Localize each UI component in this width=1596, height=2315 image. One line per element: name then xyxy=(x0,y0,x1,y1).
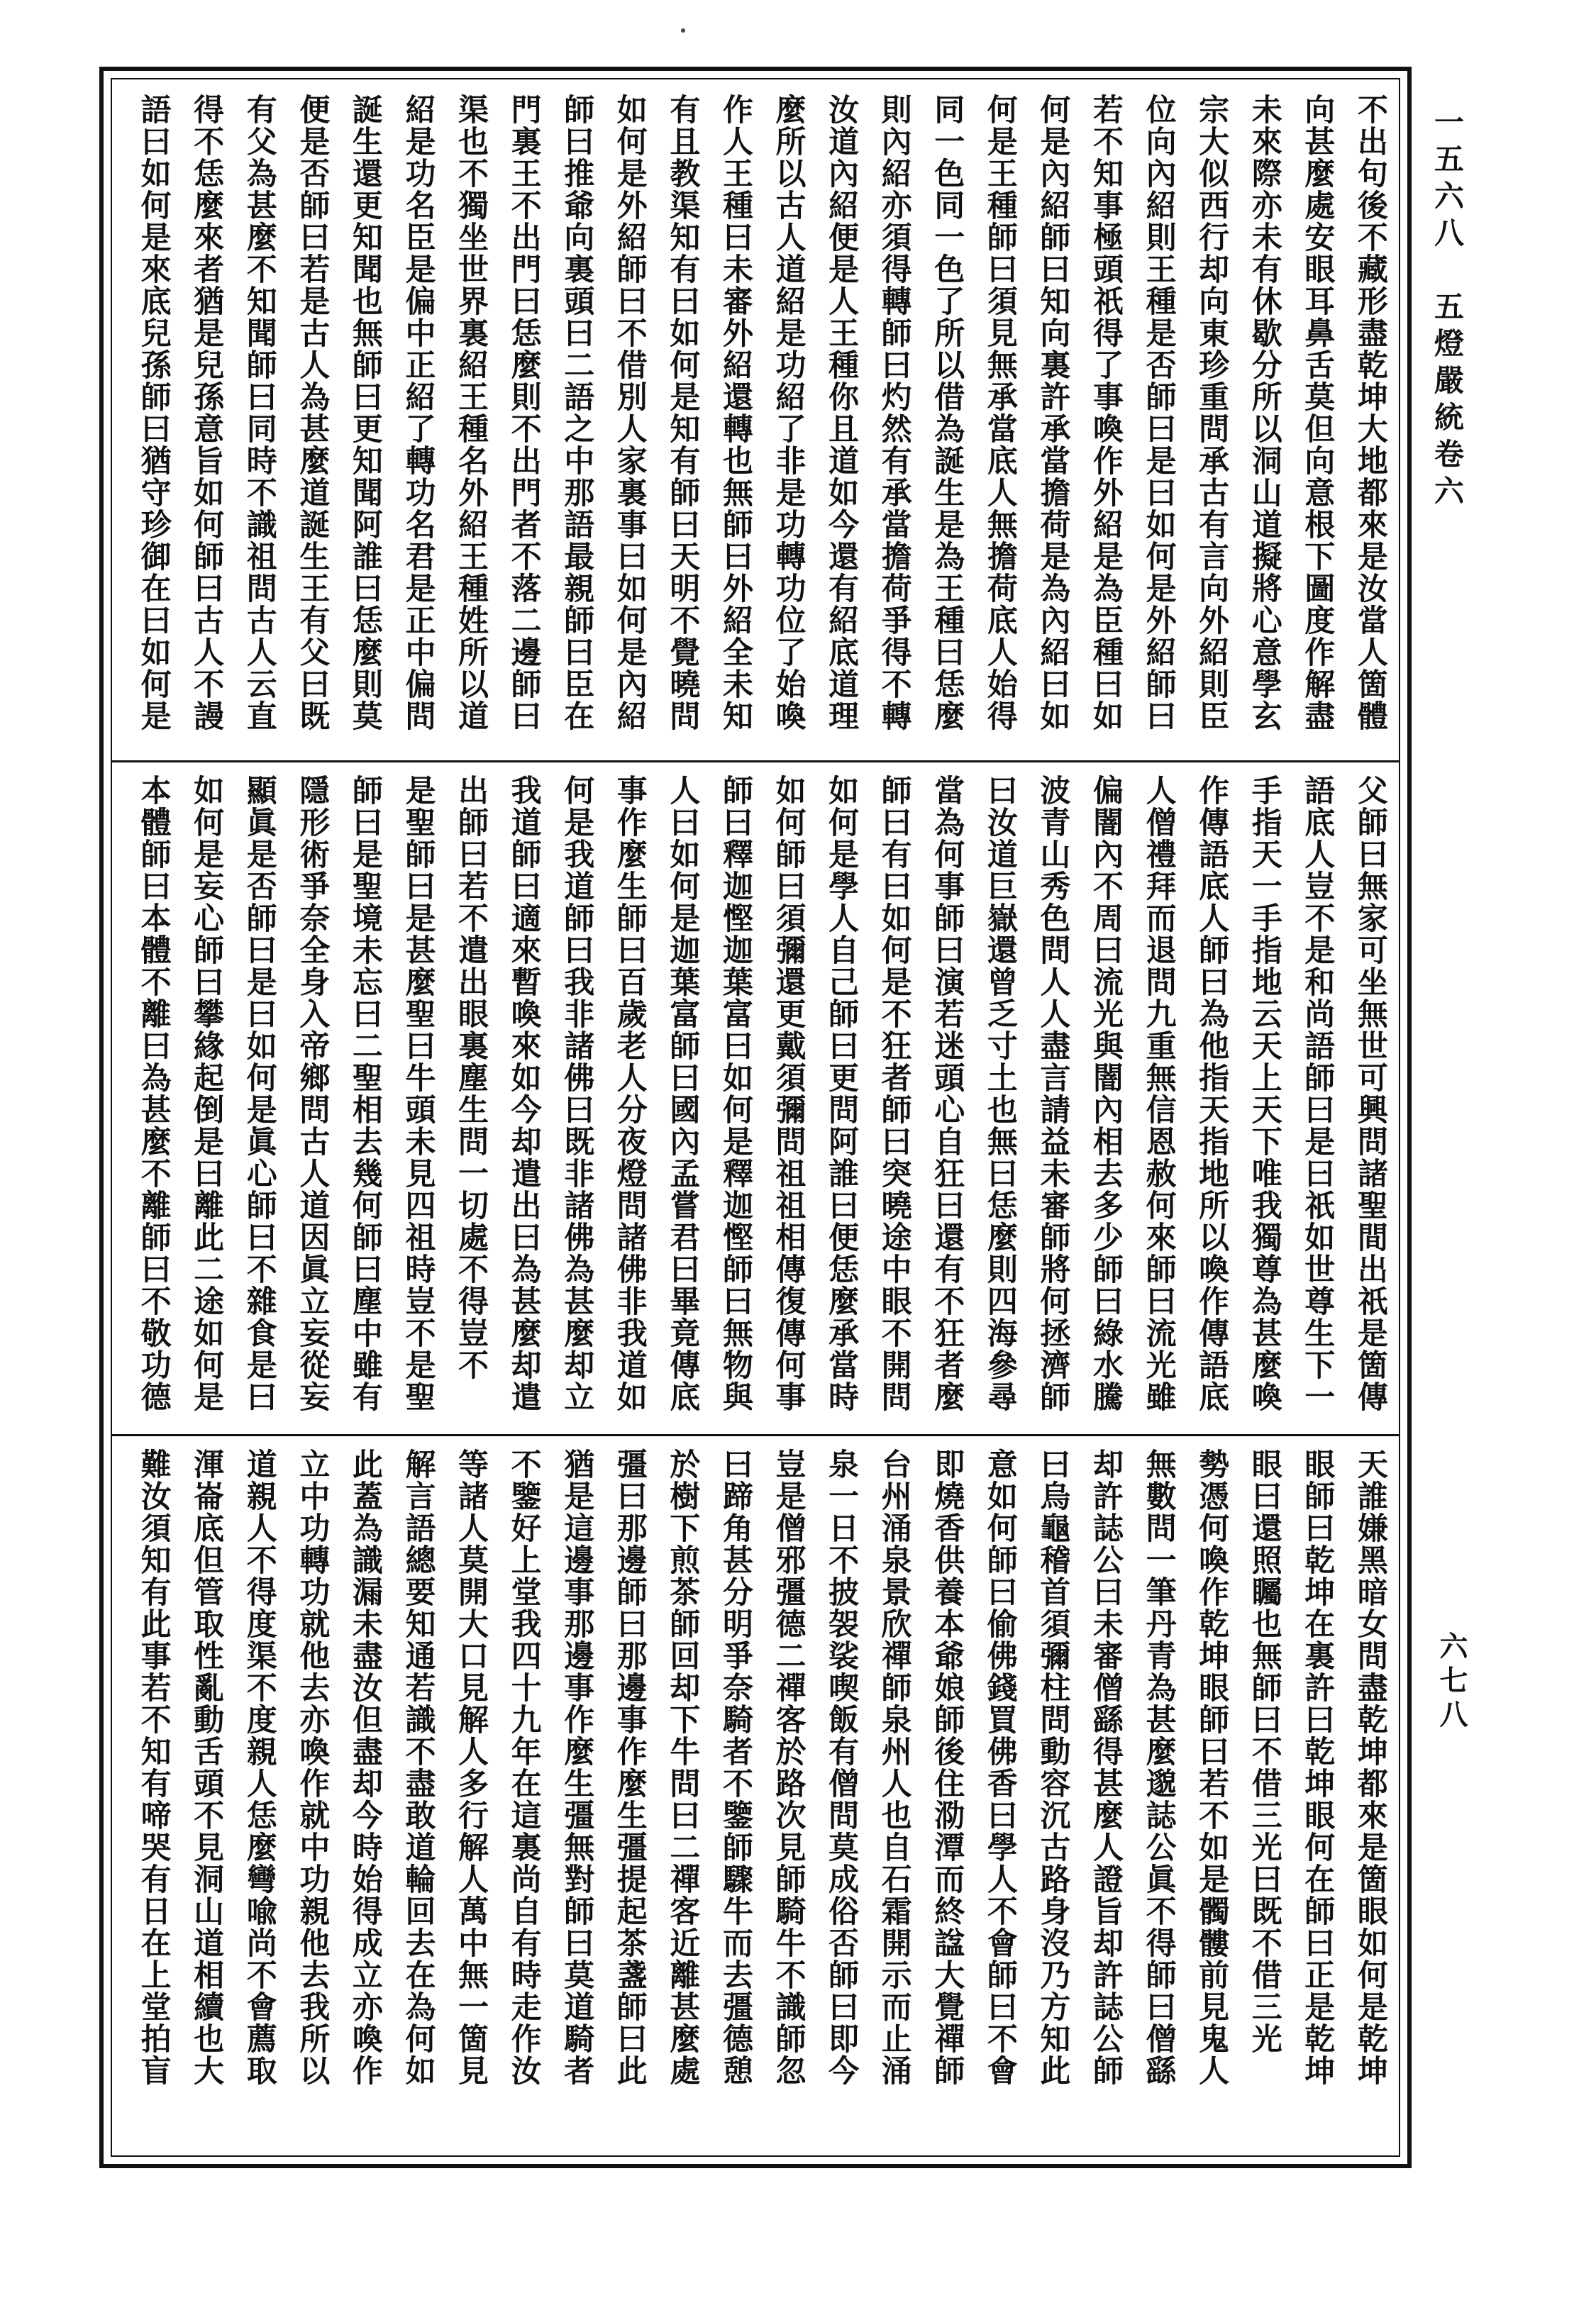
text-column: 即燒香供養本爺娘師後住泐潭而終諡大覺禪師 xyxy=(929,1448,965,2087)
text-column: 麼所以古人道紹是功紹了非是功轉功位了始喚 xyxy=(770,94,807,732)
text-column: 猶是這邊事那邊事作麼生彊無對師曰莫道騎者 xyxy=(559,1448,595,2087)
text-column: 曰烏龜稽首須彌柱問動容沉古路身沒乃方知此 xyxy=(1035,1448,1071,2087)
text-column: 門裏王不出門曰恁麼則不出門者不落二邊師曰 xyxy=(506,94,542,732)
text-column: 道親人不得度渠不度親人恁麼彎喩尚不會薦取 xyxy=(241,1448,277,2087)
text-column: 語底人豈不是和尚語師曰是曰祇如世尊生下一 xyxy=(1299,775,1336,1413)
text-column: 此蓋為識漏未盡汝但盡却今時始得成立亦喚作 xyxy=(347,1448,383,2087)
text-column: 偏闇內不周曰流光與闇內相去多少師曰綠水騰 xyxy=(1087,775,1124,1413)
text-band-top xyxy=(129,94,1399,745)
text-column: 本體師曰本體不離曰為甚麼不離師曰不敬功德 xyxy=(135,775,172,1413)
text-column: 則內紹亦須得轉師曰灼然有承當擔荷爭得不轉 xyxy=(876,94,912,732)
text-column: 何是內紹師曰知向裏許承當擔荷是為內紹曰如 xyxy=(1035,94,1071,732)
text-column: 汝道內紹便是人王種你且道如今還有紹底道理 xyxy=(824,94,860,732)
text-column: 無數問一筆丹青為甚麼邈誌公眞不得師曰僧繇 xyxy=(1141,1448,1177,2087)
text-column: 彊曰那邊師曰那邊事作麼生彊提起茶盞師曰此 xyxy=(611,1448,648,2087)
text-column: 作人王種曰未審外紹還轉也無師曰外紹全未知 xyxy=(717,94,753,732)
text-column: 何是王種師曰須見無承當底人無擔荷底人始得 xyxy=(982,94,1018,732)
text-column: 事作麼生師曰百歲老人分夜燈問諸佛非我道如 xyxy=(611,775,648,1413)
text-column: 位向內紹則王種是否師曰是曰如何是外紹師曰 xyxy=(1141,94,1177,732)
text-column: 渠也不獨坐世界裏紹王種名外紹王種姓所以道 xyxy=(453,94,489,732)
text-column: 如何是學人自己師曰更問阿誰曰便恁麼承當時 xyxy=(824,775,860,1413)
text-column: 意如何師曰偷佛錢買佛香曰學人不會師曰不會 xyxy=(982,1448,1018,2087)
text-column: 勢憑何喚作乾坤眼師曰若不如是髑髏前見鬼人 xyxy=(1194,1448,1230,2087)
text-column: 眼曰還照矚也無師曰不借三光曰既不借三光 xyxy=(1246,1448,1282,2055)
text-column: 未來際亦未有休歇分所以洞山道擬將心意學玄 xyxy=(1246,94,1282,732)
text-column: 向甚麼處安眼耳鼻舌莫但向意根下圖度作解盡 xyxy=(1299,94,1336,732)
text-column: 是聖師曰是甚麼聖曰牛頭未見四祖時豈不是聖 xyxy=(400,775,436,1413)
text-column: 出師曰若不遣出眼裏塵生問一切處不得豈不 xyxy=(453,775,489,1381)
text-column: 紹是功名臣是偏中正紹了轉功名君是正中偏問 xyxy=(400,94,436,732)
text-column: 師曰推爺向裏頭曰二語之中那語最親師曰臣在 xyxy=(559,94,595,732)
text-column: 得不恁麼來者猶是兒孫意旨如何師曰古人不謾 xyxy=(189,94,225,732)
text-column: 誕生還更知聞也無師曰更知聞阿誰曰恁麼則莫 xyxy=(347,94,383,732)
text-column: 曰蹄角甚分明爭奈騎者不鑒師驟牛而去彊德憩 xyxy=(717,1448,753,2087)
page-frame-inner xyxy=(111,78,1400,2157)
text-column: 不出句後不藏形盡乾坤大地都來是汝當人箇體 xyxy=(1352,94,1388,732)
text-column: 台州涌泉景欣禪師泉州人也自石霜開示而止涌 xyxy=(876,1448,912,2087)
text-column: 師曰有曰如何是不狂者師曰突曉途中眼不開問 xyxy=(876,775,912,1413)
text-column: 同一色同一色了所以借為誕生是為王種曰恁麼 xyxy=(929,94,965,732)
text-column: 師曰釋迦慳迦葉富曰如何是釋迦慳師曰無物與 xyxy=(717,775,753,1413)
text-column: 曰汝道巨嶽還曾乏寸土也無曰恁麼則四海參尋 xyxy=(982,775,1018,1413)
text-column: 豈是僧邪彊德二禪客於路次見師騎牛不識師忽 xyxy=(770,1448,807,2087)
page-frame xyxy=(99,67,1412,2168)
text-column: 作傳語底人師曰為他指天指地所以喚作傳語底 xyxy=(1194,775,1230,1413)
text-column: 父師曰無家可坐無世可興問諸聖間出祇是箇傳 xyxy=(1352,775,1388,1413)
text-column: 人僧禮拜而退問九重無信恩赦何來師曰流光雖 xyxy=(1141,775,1177,1413)
text-column: 波青山秀色問人人盡言請益未審師將何拯濟師 xyxy=(1035,775,1071,1413)
text-column: 天誰嫌黑暗女問盡乾坤都來是箇眼如何是乾坤 xyxy=(1352,1448,1388,2087)
text-column: 如何師曰須彌還更戴須彌問祖祖相傳復傳何事 xyxy=(770,775,807,1413)
text-band-bottom xyxy=(129,1448,1399,2158)
text-column: 立中功轉功就他去亦喚作就中功親他去我所以 xyxy=(294,1448,331,2087)
text-column: 隱形術爭奈全身入帝鄉問古人道因眞立妄從妄 xyxy=(294,775,331,1413)
text-column: 有父為甚麼不知聞師曰同時不識祖問古人云直 xyxy=(241,94,277,732)
text-column: 有且教渠知有曰如何是知有師曰天明不覺曉問 xyxy=(665,94,701,732)
text-column: 顯眞是否師曰是曰如何是眞心師曰不雜食是曰 xyxy=(241,775,277,1413)
text-column: 眼師曰乾坤在裏許曰乾坤眼何在師曰正是乾坤 xyxy=(1299,1448,1336,2087)
text-column: 泉一日不披袈裟喫飯有僧問莫成俗否師曰即今 xyxy=(824,1448,860,2087)
text-band-middle xyxy=(129,775,1399,1419)
text-column: 却許誌公曰未審僧繇得甚麼人證旨却許誌公師 xyxy=(1087,1448,1124,2087)
text-column: 宗大似西行却向東珍重問承古有言向外紹則臣 xyxy=(1194,94,1230,732)
running-header: 一五六八 五燈嚴統卷六 xyxy=(1430,106,1465,512)
text-column: 不鑒好上堂我四十九年在這裏尚自有時走作汝 xyxy=(506,1448,542,2087)
text-column: 語曰如何是來底兒孫師曰猶守珍御在曰如何是 xyxy=(135,94,172,732)
page-number: 六七八 xyxy=(1435,1631,1468,1733)
text-column: 便是否師曰若是古人為甚麼道誕生王有父曰既 xyxy=(294,94,331,732)
band-divider xyxy=(112,760,1399,762)
text-column: 當為何事師曰演若迷頭心自狂曰還有不狂者麼 xyxy=(929,775,965,1413)
print-mark xyxy=(681,28,685,33)
text-column: 何是我道師曰我非諸佛曰既非諸佛為甚麼却立 xyxy=(559,775,595,1413)
text-column: 等諸人莫開大口見解人多行解人萬中無一箇見 xyxy=(453,1448,489,2087)
text-column: 於樹下煎茶師回却下牛問曰二禪客近離甚麼處 xyxy=(665,1448,701,2087)
text-column: 如何是妄心師曰攀緣起倒是曰離此二途如何是 xyxy=(189,775,225,1413)
text-column: 渾崙底但管取性亂動舌頭不見洞山道相續也大 xyxy=(189,1448,225,2087)
text-column: 我道師曰適來暫喚來如今却遣出曰為甚麼却遣 xyxy=(506,775,542,1413)
text-column: 若不知事極頭祇得了事喚作外紹是為臣種曰如 xyxy=(1087,94,1124,732)
text-column: 難汝須知有此事若不知有啼哭有日在上堂拍盲 xyxy=(135,1448,172,2087)
text-column: 師曰是聖境未忘曰二聖相去幾何師曰塵中雖有 xyxy=(347,775,383,1413)
band-divider xyxy=(112,1434,1399,1436)
text-column: 如何是外紹師曰不借別人家裏事曰如何是內紹 xyxy=(611,94,648,732)
text-column: 手指天一手指地云天上天下唯我獨尊為甚麼喚 xyxy=(1246,775,1282,1413)
text-column: 解言語總要知通若識不盡敢道輪回去在為何如 xyxy=(400,1448,436,2087)
text-column: 人曰如何是迦葉富師曰國內孟嘗君曰畢竟傳底 xyxy=(665,775,701,1413)
